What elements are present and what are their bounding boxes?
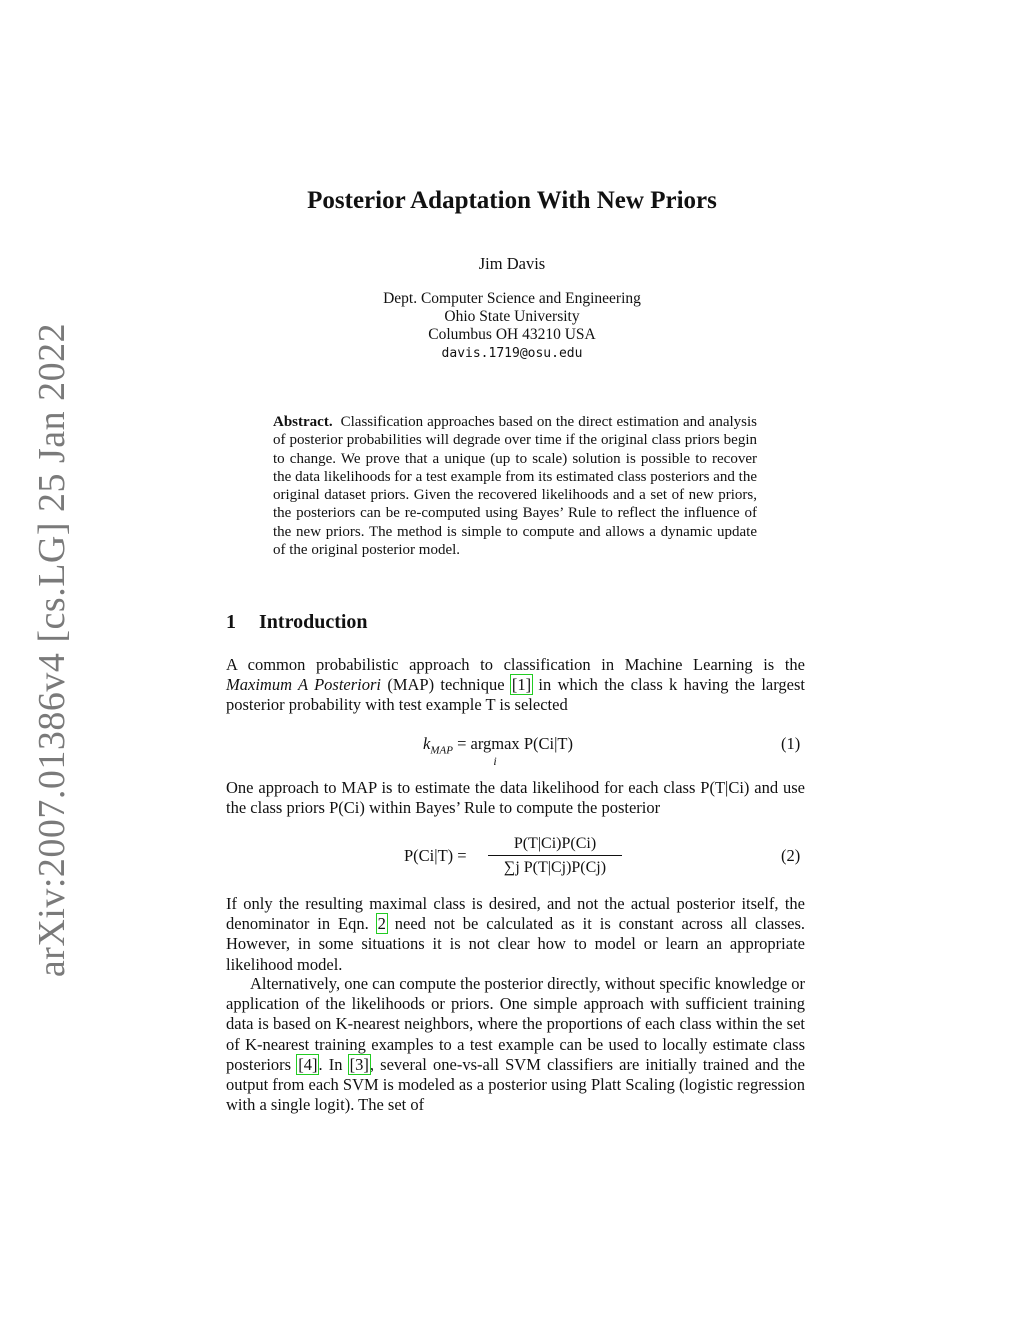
equation-number-1: (1): [781, 734, 801, 753]
eq2-lhs: P(Ci|T) =: [404, 846, 467, 865]
affiliation-department: Dept. Computer Science and Engineering: [383, 290, 641, 307]
abstract: [273, 413, 757, 559]
affiliation-university: Ohio State University: [444, 308, 580, 325]
equation-number-2: (2): [781, 846, 801, 865]
eq2-denominator: ∑j P(T|Cj)P(Cj): [503, 859, 607, 876]
text-run: A common probabilistic approach to classification in Machine Learning is the: [226, 655, 805, 674]
arxiv-identifier-stamp: arXiv:2007.01386v4 [cs.LG] 25 Jan 2022: [31, 322, 73, 978]
text-run: , several one-vs-all SVM classifiers are initially trained and the output from each SVM is modeled as a posterior using Platt Scaling (logistic regression with a single logit). The set of: [226, 1054, 805, 1115]
citation-link-1[interactable]: [1]: [511, 675, 532, 695]
abstract-text: Classification approaches based on the direct estimation and analysis of posterior probabilities will degrade over time if the original class priors begin to change. We prove that a unique (up to scale) solution is possible to recover the data likelihoods for a test example from its estimated class posteriors and the original dataset priors. Given the recovered likelihoods and a set of new priors, the posteriors can be re-computed using Bayes’ Rule to reflect the influence of the new priors. The method is simple to compute and allows a dynamic update of the original posterior model.: [273, 414, 758, 559]
intro-paragraph-3: [226, 894, 805, 975]
eq1-lhs-subscript: MAP: [430, 744, 453, 757]
fraction-bar: [488, 855, 622, 856]
argmax-subscript: i: [493, 754, 497, 768]
abstract-label: Abstract.: [273, 414, 333, 430]
equation-1: $k_{MAP} = argmax$ i P(Ci|T): [423, 734, 573, 768]
affiliation-address: Columbus OH 43210 USA: [428, 326, 596, 343]
intro-paragraph-4: [226, 974, 805, 1115]
citation-link-4[interactable]: [4]: [298, 1054, 318, 1074]
eq1-lhs: k: [423, 734, 431, 753]
text-run: (MAP) technique: [381, 675, 511, 695]
citation-link-3[interactable]: [3]: [349, 1054, 369, 1074]
section-title: Introduction: [259, 611, 368, 633]
text-run: Alternatively, one can compute the posterior directly, without specific knowledge or application of the likelihoods or priors. One simple approach with sufficient training data is based on K-nearest neighbors, where the proportions of each class within the set of K-nearest training examples to a test example can be used to locally estimate class posteriors: [226, 974, 806, 1074]
intro-paragraph-1: [226, 655, 805, 716]
emphasis-text: Maximum A Posteriori: [226, 675, 382, 695]
author-name: Jim Davis: [478, 254, 546, 273]
paper-title: Posterior Adaptation With New Priors: [307, 187, 717, 214]
author-email[interactable]: davis.1719@osu.edu: [441, 346, 583, 361]
eq2-fraction: [488, 835, 622, 878]
eq1-argmax-operator: [470, 734, 520, 768]
equation-reference-link[interactable]: 2: [377, 914, 386, 934]
text-run: . In: [318, 1054, 349, 1074]
eq1-rhs: P(Ci|T): [523, 734, 573, 753]
intro-paragraph-2: One approach to MAP is to estimate the data likelihood for each class P(T|Ci) and use the class priors P(Ci) within Bayes’ Rule to compute the posterior: [226, 778, 805, 818]
argmax-label: argmax: [470, 734, 520, 753]
text-run: in which the class k having the largest posterior probability with test example T is selected: [226, 675, 805, 715]
section-number: 1: [226, 611, 236, 633]
text-run: If only the resulting maximal class is desired, and not the actual posterior itself, the denominator in Eqn.: [226, 894, 805, 934]
section-heading-introduction: [226, 611, 368, 634]
text-run: need not be calculated as it is constant across all classes. However, in some situations it is not clear how to model or learn an appropriate likelihood model.: [226, 914, 805, 974]
eq2-numerator: P(T|Ci)P(Ci): [513, 835, 597, 852]
